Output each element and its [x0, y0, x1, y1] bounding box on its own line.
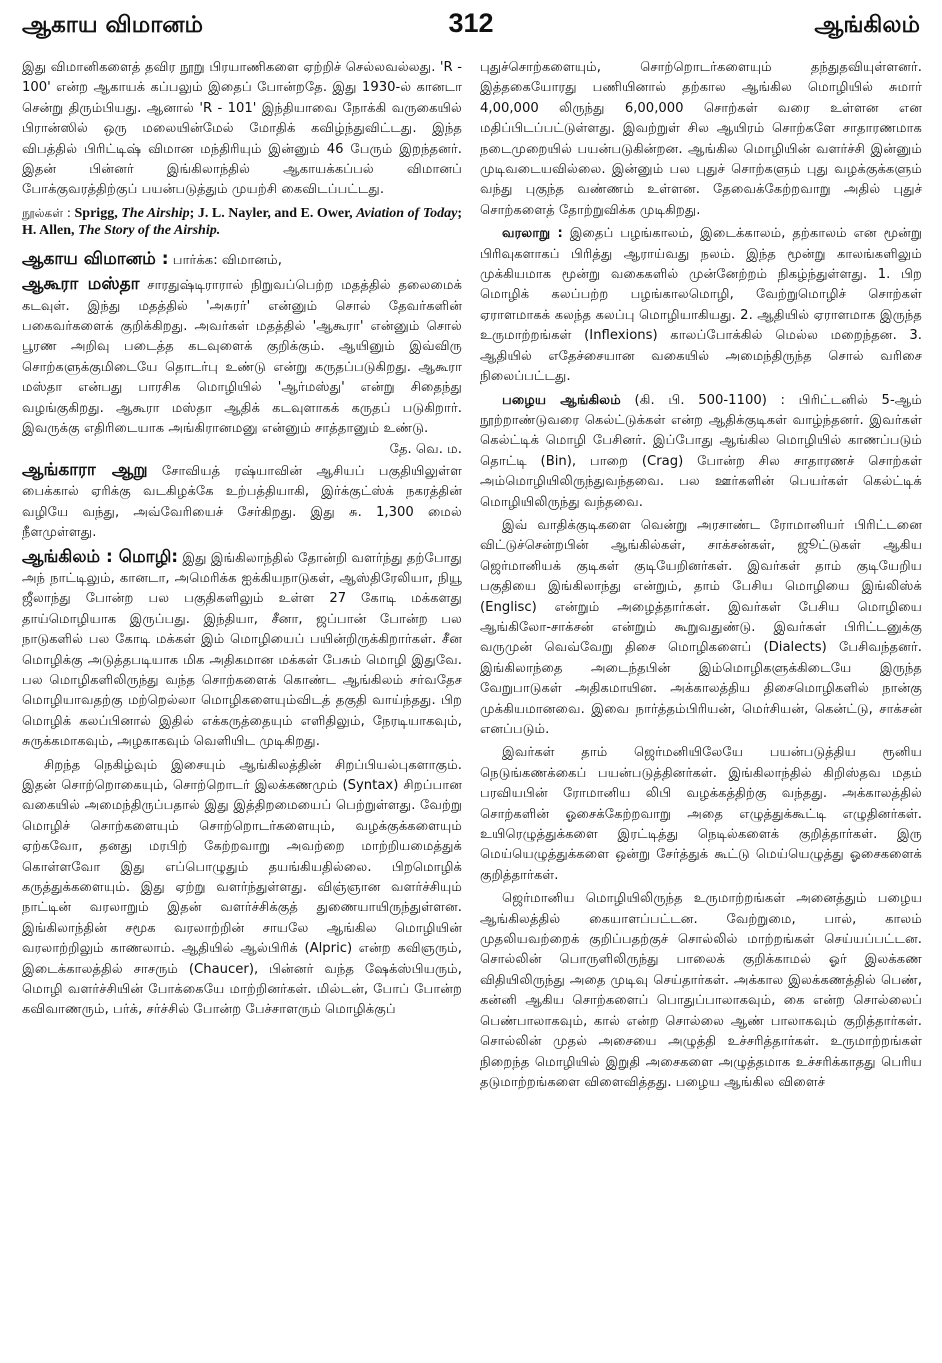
- ref-author: ; H. Allen,: [22, 205, 462, 238]
- entry-text: சாரதுஷ்டிராரால் நிறுவப்பெற்ற மதத்தில் தலைமைக் கடவுள். இந்து மதத்தில் 'அசுரர்' என்னும் சொல் தேவர்களின் பகைவர்களைக் குறிக்கிறது. அவர்கள் மதத்தில் 'ஆகூரா' என்னும் சொல் பூரண அறிவு படைத்த கடவுளைக் குறிக்கும். ஆயினும் இவ்விரு சொற்களுக்குமிடையே தொடர்பு உண்டு என்று கருதப்படுகிறது. ஆகூரா மஸ்தா என்பது பாரசிக மொழியில் 'ஆர்மஸ்து' என்று சிதைந்து வழங்குகிறது. ஆகூரா மஸ்தா ஆதிக் கடவுளாகக் கருதப் படுகிறார். இவருக்கு எதிரிடையாக அங்கிரானமனு என்னும் சாத்தானும் உண்டு.: [22, 278, 462, 437]
- ref-title: The Airship: [121, 205, 190, 221]
- entry-text: சோவியத் ரஷ்யாவின் ஆசியப் பகுதியிலுள்ள பைக்கால் ஏரிக்கு வடகிழக்கே உற்பத்தியாகி, இர்க்குட்ஸ்க் நகரத்தின் வழியே வந்து, அவ்வேரியைச் சேர்கிறது. இது சு. 1,300 மைல் நீளமுள்ளது.: [22, 463, 462, 541]
- subheading-history: வரலாறு :: [502, 226, 563, 242]
- page-header: [22, 6, 920, 46]
- ref-title: Aviation of Today: [356, 205, 458, 221]
- paragraph-runic-alphabet: இவர்கள் தாம் ஜெர்மனியிலேயே பயன்படுத்திய ரூனிய நெடுங்கணக்கைப் பயன்படுத்தினர்கள். இங்கிலாந்தில் கிறிஸ்தவ மதம் பரவியபின் ரோமானிய லிபி வழக்கத்திற்கு வந்தது. அக்காலத்தில் சொற்களின் ஓசைக்கேற்றவாறு அதை எழுத்துக்கூட்டி எழுதினர்கள். உயிரெழுத்துக்களை இரட்டித்து நெடில்களைக் குறித்தார்கள். இரு மெய்யெழுத்துக்களை ஒன்று சேர்த்துக் கூட்டு மெய்யெழுத்து ஓசைகளைக் குறித்தார்கள்.: [480, 745, 922, 883]
- ref-title: The Story of the Airship.: [78, 222, 221, 238]
- running-title-right: ஆங்கிலம்: [814, 12, 920, 38]
- right-column: [480, 58, 922, 1354]
- paragraph-text: இதைப் பழங்காலம், இடைக்காலம், தற்காலம் என மூன்று பிரிவுகளாகப் பிரித்து ஆராய்வது நலம். இந்த மூன்று காலங்களிலும் முக்கியமாக மூன்று வகைகளில் முன்னேற்றம் நிகழ்ந்துள்ளது. 1. பிற மொழிக் கலப்பற்ற பழங்காலமொழி, வேற்றுமொழிச் சொற்கள் ஏராளமாகக் கலந்த கலப்பு மொழியாகியது. 2. ஆதியில் ஏராளமாக இருந்த உருமாற்றங்கள் (Inflexions) காலப்போக்கில் மெல்ல மறைந்தன. 3. ஆதியில் எதேச்சையான வகையில் அமைந்திருந்த சொல் வரிசை நிலைப்பட்டது.: [480, 226, 922, 385]
- references: [22, 205, 462, 239]
- page-number: 312: [448, 8, 494, 38]
- author-initials: தே. வெ. ம.: [389, 441, 462, 457]
- paragraph-english-vocabulary: புதுச்சொற்களையும், சொற்றொடர்களையும் தந்துதவியுள்ளனர். இத்தகையோரது பணியினால் தற்கால ஆங்கில மொழியில் சுமார் 4,00,000 லிருந்து 6,00,000 சொற்கள் வரை உள்ளன என மதிப்பிடப்பட்டுள்ளது. இவற்றுள் சில ஆயிரம் சொற்களே சாதாரணமாக நடைமுறையில் பயன்படுகின்றன. ஆங்கில மொழியின் வளர்ச்சி இன்னும் முடிவடையவில்லை. இன்னும் பல புதுச் சொற்களும் புது வழக்குக்களும் வந்து புகுந்த வண்ணம் உள்ளன. தேவைக்கேற்றவாறு அதில் புதுச் சொற்களைத் தோற்றுவிக்க முடிகிறது.: [480, 60, 922, 218]
- old-english-dates: (கி. பி. 500-1100) :: [634, 392, 785, 408]
- entry-heading: ஆகூரா மஸ்தா: [22, 274, 140, 295]
- entry-heading: ஆங்கிலம் : மொழி:: [22, 546, 179, 567]
- left-column: [22, 58, 462, 1354]
- references-label: நூல்கள் :: [22, 205, 71, 220]
- entry-akaya-vimanam: [22, 249, 462, 271]
- entry-text: பார்க்க: விமானம்,: [172, 252, 282, 268]
- entry-text: இது இங்கிலாந்தில் தோன்றி வளர்ந்து தற்போது அந் நாட்டிலும், கானடா, அமெரிக்க ஐக்கியநாடுகள், ஆஸ்திரேலியா, நியூ ஜீலாந்து போன்ற பல பகுதிகளிலும் உள்ள 27 கோடி மக்களது தாய்மொழியாக இருப்பது. இந்தியா, சீனா, ஜப்பான் போன்ற பல நாடுகளில் பல கோடி மக்கள் இம் மொழியைப் பயின்றிருக்கிறார்கள். சீன மொழிக்கு அடுத்தபடியாக மிக அதிகமான மக்கள் பேசும் மொழி இதுவே. பல மொழிகளிலிருந்து வந்த சொற்களைக் கொண்ட ஆங்கிலம் சர்வதேச மொழியாவதற்கு மற்றெல்லா மொழிகளையும்விடத் தகுதி வாய்ந்தது. பிற மொழிக் கலப்பினால் இதில் எக்கருத்தையும் எளிதிலும், நேரடியாகவும், சுருக்கமாகவும், அழகாகவும் வெளியிட முடிகிறது.: [22, 550, 462, 750]
- paragraph-old-english: [480, 391, 922, 513]
- ref-author: Sprigg,: [74, 205, 118, 221]
- entry-angara-river: [22, 460, 462, 544]
- paragraph-inflexions: ஜெர்மானிய மொழியிலிருந்த உருமாற்றங்கள் அனைத்தும் பழைய ஆங்கிலத்தில் கையாளப்பட்டன. வேற்றுமை, பால், காலம் முதலியவற்றைக் குறிப்பதற்குச் சொல்லில் மாற்றங்கள் செய்யப்பட்டன. சொல்லின் பொருளிலிருந்து பாலைக் குறிக்காமல் ஓர் இலக்கண விதியிலிருந்து அதை முடிவு செய்தார்கள். அக்கால இலக்கணத்தில் பெண், கன்னி ஆகிய சொற்களைப் பொதுப்பாலாகவும், கை என்ற சொல்லைப் பெண்பாலாகவும், கால் என்ற சொல்லை ஆண் பாலாகவும் குறித்தார்கள். சொல்லின் முதல் அசையை அழுத்தி உச்சரித்தார்கள். உருமாற்றங்கள் நிறைந்த மொழியில் இறுதி அசைகளை அழுத்தமாக உச்சரிக்காதது பெரிய தடுமாற்றங்களை விளைவித்தது. பழைய ஆங்கில விளைச்: [480, 891, 922, 1090]
- subheading-old-english: பழைய ஆங்கிலம்: [502, 392, 621, 408]
- paragraph-english-features: சிறந்த நெகிழ்வும் இசையும் ஆங்கிலத்தின் சிறப்பியல்புகளாகும். இதன் சொற்றொகையும், சொற்றொடர் இலக்கணமும் (Syntax) சிறப்பான வகையில் அமைந்திருப்பதால் இது இத்திறமையைப் பெற்றுள்ளது. வேற்று மொழிச் சொற்களையும் சொற்றொடர்களையும், வழக்குக்களையும் ஏற்கவோ, தனது மரபிற் கேற்றவாறு அவற்றை மாற்றியமைத்துக் கொள்ளவோ இது எப்பொழுதும் தயங்கியதில்லை. பிறமொழிக் கருத்துக்களையும். இது ஏற்று வளர்ந்துள்ளது. விஞ்ஞான வளர்ச்சியும் நாட்டின் வரலாறும் இதன் வளர்ச்சிக்குத் துணையாயிருந்துள்ளன. இங்கிலாந்தின் சமூக வரலாற்றின் சாயலே ஆங்கில மொழியின் வரலாற்றிலும் காணலாம். ஆதியில் ஆல்பிரிக் (Alpric) என்ற கவிஞரும், இடைக்காலத்தில் சாசரும் (Chaucer), பின்னர் வந்த ஷேக்ஸ்பியரும், மொழி வளர்ச்சியின் போக்கையே மாற்றினர்கள். மில்டன், போப் போன்ற கவிவாணரும், பர்க், சர்ச்சில் போன்ற பேச்சாளரும் மொழிக்குப்: [22, 757, 462, 1018]
- entry-english-language: [22, 547, 462, 753]
- paragraph-airship-continued: இது விமானிகளைத் தவிர நூறு பிரயாணிகளை ஏற்றிச் செல்லவல்லது. 'R - 100' என்ற ஆகாயக் கப்பலும் இதைப் போன்றதே. இது 1930-ல் கானடா சென்று திரும்பியது. ஆனால் 'R - 101' இந்தியாவை நோக்கி வருகையில் பிரான்ஸில் ஒரு மலையின்மேல் மோதிக் கவிழ்ந்துவிட்டது. இந்த விபத்தில் பிரிட்டிஷ் விமான மந்திரியும் இன்னும் 46 பேரும் இறந்தனர். இதன் பின்னர் இங்கிலாந்தில் ஆகாயக்கப்பல் விமானப் போக்குவரத்திற்குப் பயன்படுத்தும் முயற்சி கைவிடப்பட்டது.: [22, 60, 462, 198]
- paragraph-history: [480, 224, 922, 387]
- entry-heading: ஆகாய விமானம் :: [22, 248, 169, 269]
- entry-ahura-mazda: [22, 274, 462, 457]
- running-title-left: ஆகாய விமானம்: [22, 12, 204, 38]
- paragraph-text: பிரிட்டனில் 5-ஆம் நூற்றாண்டுவரை கெல்ட்டுக்கள் என்ற ஆதிக்குடிகள் வாழ்ந்தனர். இவர்கள் கெல்ட்டிக் மொழி பேசினர். இப்போது ஆங்கில மொழியில் காணப்படும் தொட்டி (Bin), பாறை (Crag) போன்ற சில சாதாரணச் சொற்கள் அம்மொழியிலிருந்துவந்தவை. பல ஊர்களின் பெயர்கள் கெல்ட்டிக் மொழியிலிருந்து வந்தவை.: [480, 392, 922, 510]
- ref-author: ; J. L. Nayler, and E. Ower,: [189, 205, 353, 221]
- entry-heading: ஆங்காரா ஆறு: [22, 459, 148, 480]
- paragraph-germanic-tribes: இவ் வாதிக்குடிகளை வென்று அரசாண்ட ரோமானியர் பிரிட்டனை விட்டுச்சென்றபின் ஆங்கில்கள், சாக்சன்கள், ஜூட்டுகள் ஆகிய ஜெர்மானியக் குடிகள் குடியேறினர்கள். இவர்கள் தாம் குடியேறிய பகுதியை இங்கிலாந்து என்றும், தாம் பேசிய மொழியை இங்லிஸ்க் (Englisc) என்றும் அழைத்தார்கள். இவர்கள் பேசிய மொழியை ஆங்கிலோ-சாக்சன் என்றும் கூறுவதுண்டு. இவர்கள் பிரிட்டனுக்கு வருமுன் வெவ்வேறு திசை மொழிகளைப் (Dialects) பேசிவந்தனர். இங்கிலாந்தை அடைந்தபின் இம்மொழிகளுக்கிடையே இருந்த வேறுபாடுகள் அதிகமாயின. அக்காலத்திய திசைமொழிகளில் நான்கு முக்கியமானவை. இவை நார்த்தம்பிரியன், மெர்சியன், கென்ட்டு, சாக்சன் எனப்படும்.: [480, 517, 922, 737]
